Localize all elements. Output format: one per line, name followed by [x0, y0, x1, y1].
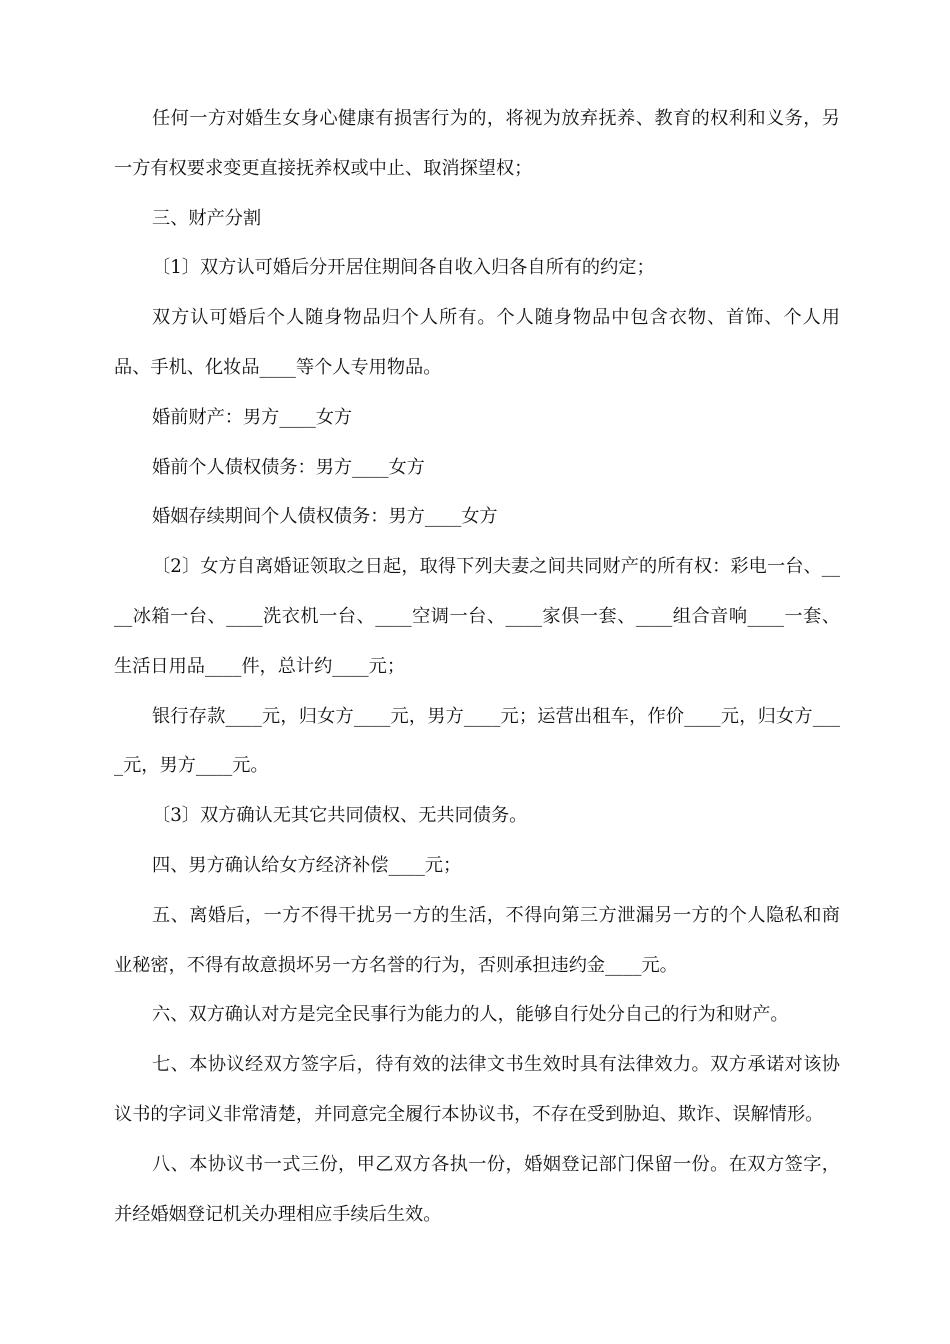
paragraph-legal-effect: 七、本协议经双方签字后，待有效的法律文书生效时具有法律效力。双方承诺对该协议书的字词义非常清楚，并同意完全履行本协议书，不存在受到胁迫、欺诈、误解情形。 [114, 1054, 840, 1125]
paragraph-compensation: 四、男方确认给女方经济补偿____元； [152, 854, 462, 876]
paragraph-custody-clause: 任何一方对婚生女身心健康有损害行为的，将视为放弃抚养、教育的权利和义务，另一方有权要求变更直接抚养权或中止、取消探望权； [114, 108, 840, 179]
section-heading-property-division: 三、财产分割 [152, 207, 262, 229]
paragraph-personal-belongings: 双方认可婚后个人随身物品归个人所有。个人随身物品中包含衣物、首饰、个人用品、手机、化妆品____等个人专用物品。 [114, 307, 840, 378]
paragraph-premarital-property: 婚前财产：男方____女方 [152, 406, 353, 428]
paragraph-income-agreement: 〔1〕双方认可婚后分开居住期间各自收入归各自所有的约定； [152, 257, 655, 279]
paragraph-privacy: 五、离婚后，一方不得干扰另一方的生活，不得向第三方泄漏另一方的个人隐私和商业秘密，不得有故意损坏另一方名誉的行为，否则承担违约金____元。 [114, 904, 840, 976]
paragraph-marital-debts: 婚姻存续期间个人债权债务：男方____女方 [152, 506, 498, 528]
paragraph-copies: 八、本协议书一式三份，甲乙双方各执一份，婚姻登记部门保留一份。在双方签字，并经婚姻登记机关办理相应手续后生效。 [114, 1153, 840, 1225]
paragraph-premarital-debts: 婚前个人债权债务：男方____女方 [152, 456, 425, 478]
paragraph-joint-property: 〔2〕女方自离婚证领取之日起，取得下列夫妻之间共同财产的所有权：彩电一台、____冰箱一台、____洗衣机一台、____空调一台、____家俱一套、____组合音响____一套、生活日用品____件，总计约____元； [114, 556, 840, 677]
paragraph-capacity: 六、双方确认对方是完全民事行为能力的人，能够自行处分自己的行为和财产。 [152, 1004, 789, 1026]
paragraph-bank-deposits: 银行存款____元，归女方____元，男方____元；运营出租车，作价____元，归女方____元，男方____元。 [114, 705, 840, 777]
paragraph-no-joint-debts: 〔3〕双方确认无其它共同债权、无共同债务。 [152, 805, 528, 827]
